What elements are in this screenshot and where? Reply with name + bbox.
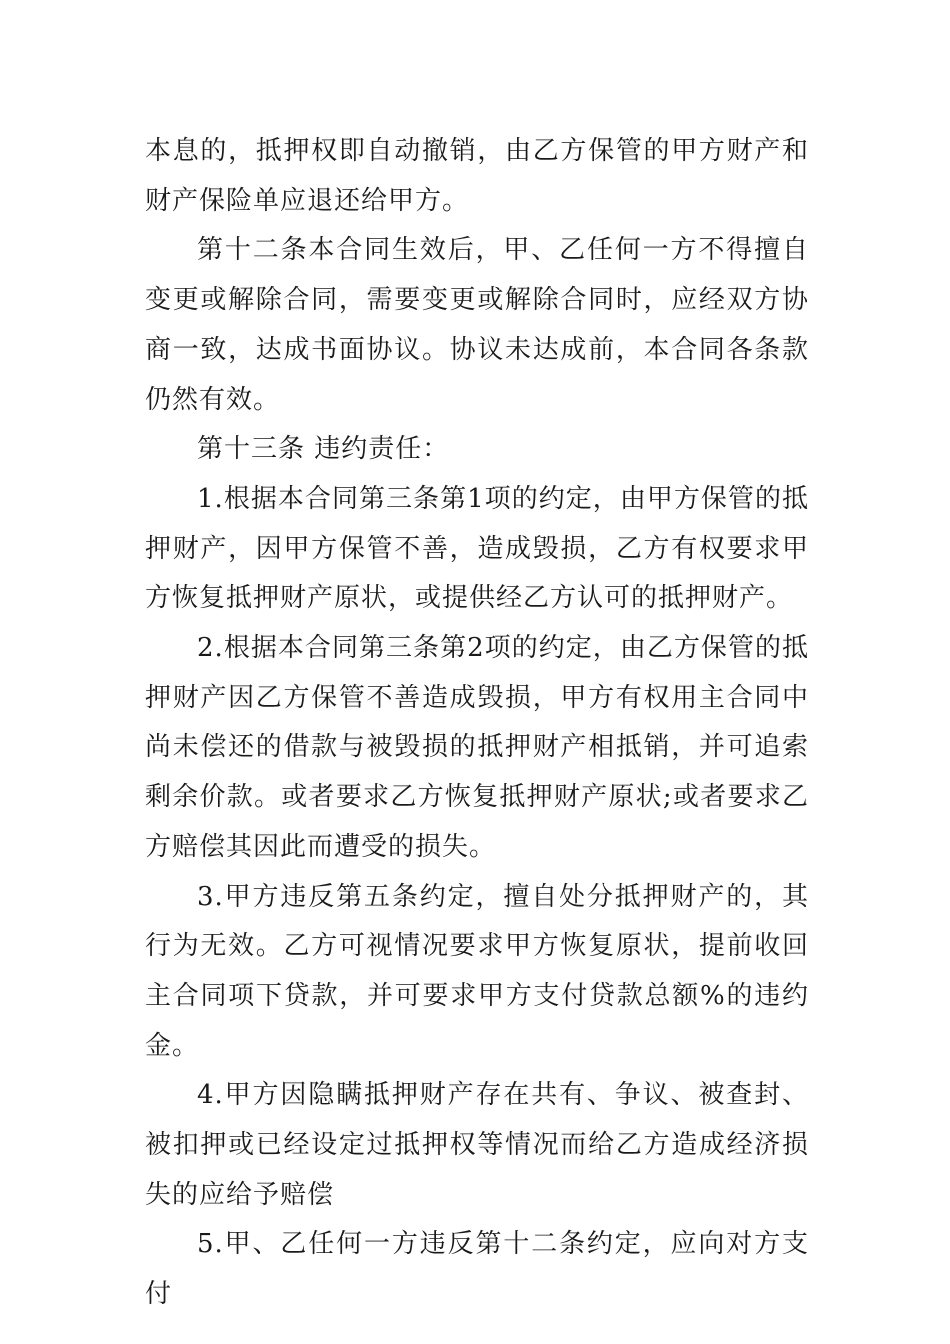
paragraph-continuation: 本息的，抵押权即自动撤销，由乙方保管的甲方财产和财产保险单应退还给甲方。 [145, 136, 809, 216]
paragraph-item-1: 1.根据本合同第三条第1项的约定，由甲方保管的抵押财产，因甲方保管不善，造成毁损，乙方有权要求甲方恢复抵押财产原状，或提供经乙方认可的抵押财产。 [145, 483, 809, 614]
paragraph-item-4: 4.甲方因隐瞒抵押财产存在共有、争议、被查封、被扣押或已经设定过抵押权等情况而给乙方造成经济损失的应给予赔偿 [145, 1080, 809, 1210]
paragraph-item-2: 2.根据本合同第三条第2项的约定，由乙方保管的抵押财产因乙方保管不善造成毁损，甲方有权用主合同中尚未偿还的借款与被毁损的抵押财产相抵销，并可追索剩余价款。或者要求乙方恢复抵押财产原状;或者要求乙方赔偿其因此而遭受的损失。 [145, 633, 809, 862]
document-body [145, 127, 809, 1320]
paragraph-item-3: 3.甲方违反第五条约定，擅自处分抵押财产的，其行为无效。乙方可视情况要求甲方恢复原状，提前收回主合同项下贷款，并可要求甲方支付贷款总额%的违约金。 [145, 881, 809, 1061]
paragraph-item-5: 5.甲、乙任何一方违反第十二条约定，应向对方支付 [145, 1229, 809, 1310]
paragraph-article-13-heading: 第十三条 违约责任： [197, 434, 450, 465]
paragraph-article-12: 第十二条本合同生效后，甲、乙任何一方不得擅自变更或解除合同，需要变更或解除合同时，应经双方协商一致，达成书面协议。协议未达成前，本合同各条款仍然有效。 [145, 235, 809, 415]
